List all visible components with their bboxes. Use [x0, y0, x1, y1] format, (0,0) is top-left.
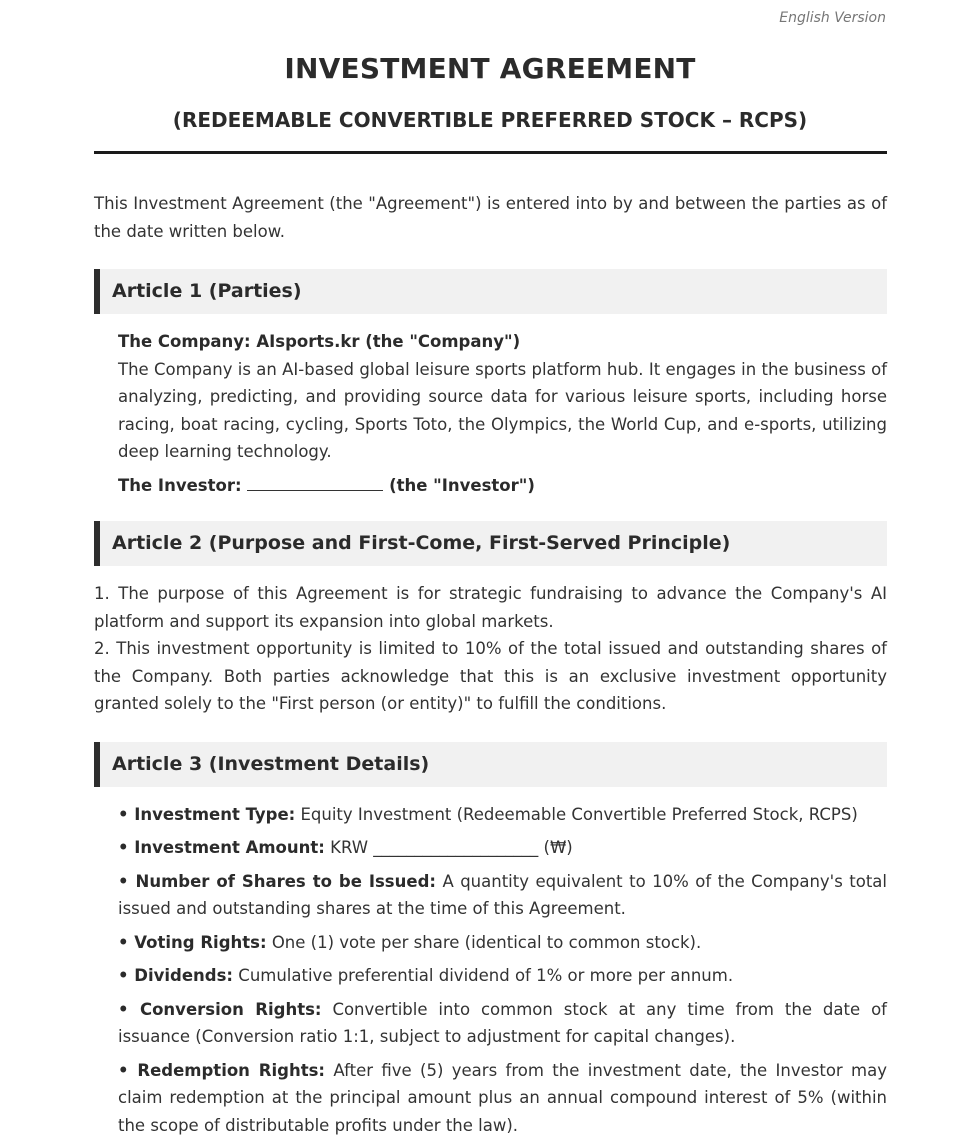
investor-suffix: (the "Investor")	[389, 475, 535, 495]
article-1-body	[94, 328, 887, 499]
investor-prefix: The Investor:	[118, 475, 242, 495]
dividends-item	[118, 962, 887, 990]
article-1-heading: Article 1 (Parties)	[94, 269, 887, 314]
article-2-body	[94, 580, 887, 718]
investment-type-item	[118, 801, 887, 829]
conversion-rights-item	[118, 996, 887, 1051]
item-label: • Conversion Rights:	[118, 999, 322, 1019]
article-2-item: 2. This investment opportunity is limited to 10% of the total issued and outstanding shares of the Company. Both parties acknowledge that this is an exclusive investment opportunity granted solely to the "First person (or entity)" to fulfill the conditions.	[94, 639, 887, 713]
item-text: Cumulative preferential dividend of 1% or more per annum.	[233, 966, 734, 985]
investor-line	[118, 472, 887, 500]
intro-paragraph: This Investment Agreement (the "Agreement") is entered into by and between the parties as of the date written below.	[94, 194, 887, 241]
item-text: After five (5) years from the investment date, the Investor may claim redemption at the principal amount plus an annual compound interest of 5% (within the scope of distributable profits under the law).	[118, 1060, 888, 1135]
article-3-heading: Article 3 (Investment Details)	[94, 742, 887, 787]
item-label: • Voting Rights:	[118, 932, 267, 952]
item-text: Convertible into common stock at any time from the date of issuance (Conversion ratio 1:1, subject to adjustment for capital changes).	[118, 999, 887, 1046]
item-text: Equity Investment (Redeemable Convertible Preferred Stock, RCPS)	[295, 804, 858, 824]
document-title: INVESTMENT AGREEMENT	[284, 52, 696, 85]
item-text: One (1) vote per share (identical to common stock).	[266, 932, 702, 952]
item-label: • Redemption Rights:	[118, 1060, 326, 1080]
item-label: • Dividends:	[118, 966, 234, 985]
title-divider	[94, 151, 887, 154]
item-label: • Investment Amount:	[118, 838, 325, 857]
item-label: • Number of Shares to be Issued:	[118, 871, 436, 891]
investment-amount-item	[118, 834, 887, 862]
item-text: KRW ____________________ (₩)	[324, 838, 573, 857]
article-2-item: 1. The purpose of this Agreement is for strategic fundraising to advance the Company's AI platform and support its expansion into global markets.	[94, 584, 887, 631]
article-2-heading: Article 2 (Purpose and First-Come, First-Served Principle)	[94, 521, 887, 566]
document-body	[94, 190, 887, 1145]
item-text: A quantity equivalent to 10% of the Company's total issued and outstanding shares at the time of this Agreement.	[118, 871, 887, 918]
company-description: The Company is an AI-based global leisure sports platform hub. It engages in the business of analyzing, predicting, and providing source data for various leisure sports, including horse racing, boat racing, cycling, Sports Toto, the Olympics, the World Cup, and e-sports, utilizing deep learning technology.	[118, 359, 887, 461]
version-label: English Version	[779, 10, 886, 26]
item-label: • Investment Type:	[118, 804, 296, 824]
shares-issued-item	[118, 868, 887, 923]
document-subtitle: (REDEEMABLE CONVERTIBLE PREFERRED STOCK – RCPS)	[172, 108, 808, 132]
voting-rights-item	[118, 929, 887, 957]
investor-name-blank[interactable]	[247, 490, 383, 491]
article-3-body	[94, 801, 887, 1140]
redemption-rights-item	[118, 1057, 887, 1140]
company-label: The Company: AIsports.kr (the "Company")	[118, 332, 521, 351]
